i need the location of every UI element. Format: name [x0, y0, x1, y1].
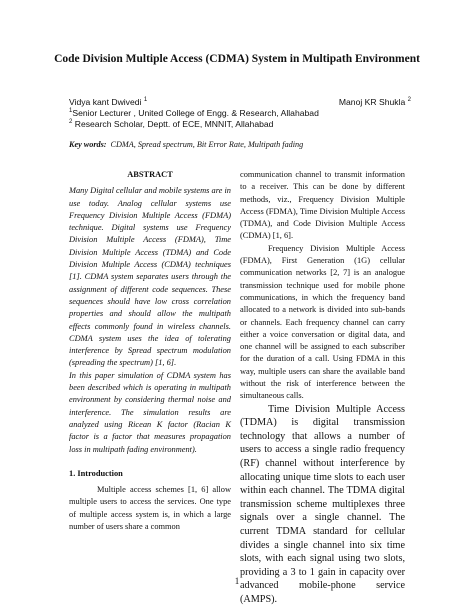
affiliation-1-text: Senior Lecturer , United College of Engg. & Research, Allahabad: [72, 108, 319, 118]
affiliation-2: [69, 119, 273, 130]
body-paragraph-2: Frequency Division Multiple Access (FDMA), First Generation (1G) cellular communication networks [2, 7] is an analogue transmission technique used for mobile phone communications, in which the frequency band allocated to a network is divided into sub-bands or channels. Each frequency channel can carry either a voice conversation or digital data, and one channel will be assigned to each subscriber for the duration of a call. Using FDMA in this way, multiple users can share the available band without the risk of interference between the simultaneous calls.: [240, 243, 405, 401]
author-2-sup: 2: [407, 97, 411, 104]
author-2: [339, 97, 411, 107]
left-column: [69, 169, 231, 533]
affiliation-2-sup: 2: [69, 119, 73, 126]
affiliation-1-sup: 1: [69, 108, 73, 115]
paper-title: Code Division Multiple Access (CDMA) System in Multipath Environment: [54, 53, 420, 65]
abstract-paragraph-1: Many Digital cellular and mobile systems are in use today. Analog cellular systems use Frequency Division Multiple Access (FDMA) technique. Digital systems use Frequency Division Multiple Access (FDMA), Time Division Multiple Access (TDMA) and Code Division Multiple Access (CDMA) techniques [1]. CDMA system separates users through the assignment of different code sequences. These sequences should have low cross correlation properties and should allow the multipath effects commonly found in wireless channels. CDMA system uses the idea of tolerating interference by Spread spectrum modulation (spreading the spectrum) [1, 6].: [69, 186, 231, 368]
author-2-name: Manoj KR Shukla: [338, 97, 406, 107]
abstract-paragraph-2: In this paper simulation of CDMA system has been described which is operating in multipath environment by considering thermal noise and interference. The simulation results are analyzed using Ricean K factor (Racian K factor is a factor that measures propagation loss in multipath fading environment).: [69, 370, 231, 454]
right-column: [240, 169, 405, 607]
author-1: [69, 97, 147, 107]
author-1-sup: 1: [143, 97, 148, 104]
affiliation-2-text: Research Scholar, Deptt. of ECE, MNNIT, Allahabad: [72, 119, 274, 129]
introduction-heading: 1. Introduction: [69, 468, 123, 478]
keywords-label: Key words:: [69, 140, 107, 149]
introduction-paragraph-1: Multiple access schemes [1, 6] allow multiple users to access the services. One type of multiple access system is, in which a large number of users share a common: [69, 485, 231, 532]
abstract: [69, 185, 231, 456]
keywords-text: CDMA, Spread spectrum, Bit Error Rate, Multipath fading: [110, 140, 304, 149]
author-1-name: Vidya kant Dwivedi: [69, 97, 142, 107]
keywords: [69, 140, 303, 149]
page-number: 1: [234, 576, 240, 586]
abstract-heading: ABSTRACT: [127, 170, 173, 179]
body-paragraph-1: communication channel to transmit information to a receiver. This can be done by different methods, viz., Frequency Division Multiple Access (FDMA), Time Division Multiple Access (TDMA), and Code Division Multiple Access (CDMA) [1, 6].: [240, 170, 405, 241]
body-paragraph-3: Time Division Multiple Access (TDMA) is digital transmission technology that allows a number of users to access a single radio frequency (RF) channel without interference by allocating unique time slots to each user within each channel. The TDMA digital transmission scheme multiplexes three signals over a single channel. The current TDMA standard for cellular divides a single channel into six time slots, with each signal using two slots, providing a 3 to 1 gain in capacity over advanced mobile-phone service (AMPS).: [240, 403, 405, 605]
affiliation-1: [69, 108, 319, 119]
